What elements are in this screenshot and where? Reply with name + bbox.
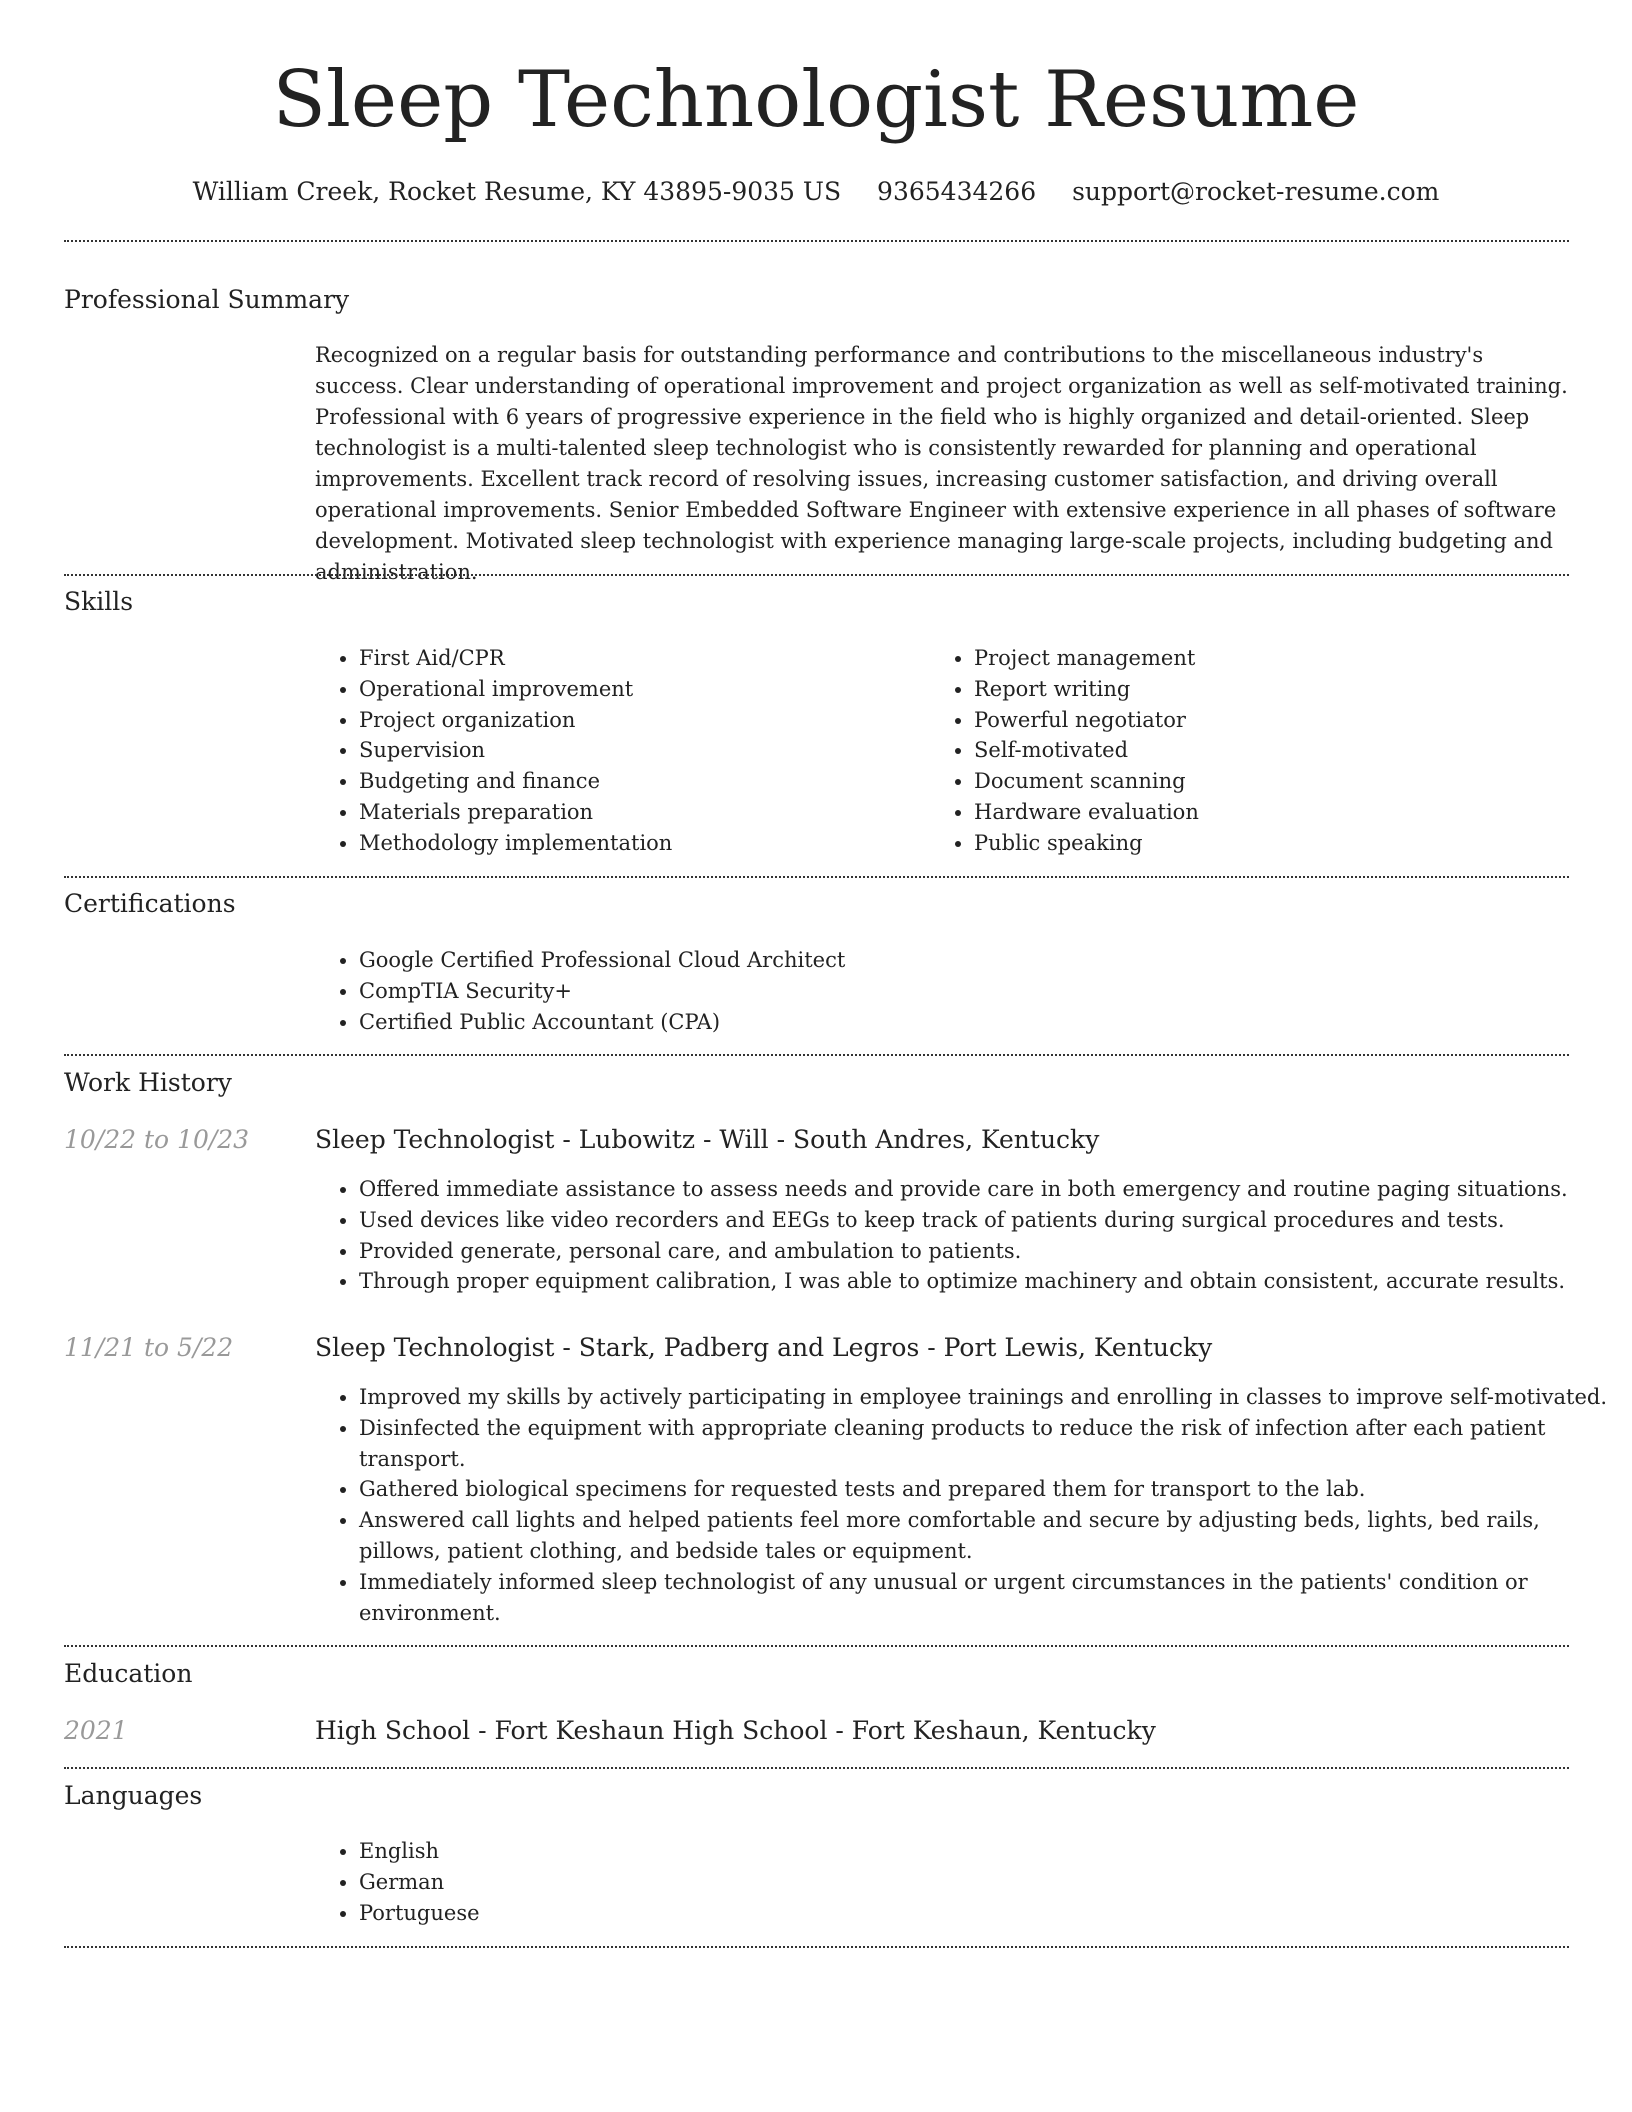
languages-heading: Languages bbox=[64, 1781, 203, 1810]
contact-phone: 9365434266 bbox=[877, 177, 1037, 206]
skill-item: • Hardware evaluation bbox=[974, 797, 1574, 828]
contact-address: William Creek, Rocket Resume, KY 43895-9035 US bbox=[192, 177, 842, 206]
section-divider bbox=[64, 1767, 1569, 1769]
skill-item: • Operational improvement bbox=[359, 674, 919, 705]
job-bullet: • Through proper equipment calibration, I was able to optimize machinery and obtain consistent, accurate results. bbox=[359, 1266, 1613, 1297]
skill-item: • Supervision bbox=[359, 735, 919, 766]
job-bullet: • Immediately informed sleep technologist of any unusual or urgent circumstances in the patients' condition or environment. bbox=[359, 1567, 1613, 1629]
section-divider bbox=[64, 1054, 1569, 1056]
skills-list-left bbox=[315, 643, 919, 859]
job-dates: 11/21 to 5/22 bbox=[64, 1333, 234, 1362]
skill-item: • Project organization bbox=[359, 705, 919, 736]
job-bullet: • Used devices like video recorders and EEGs to keep track of patients during surgical procedures and tests. bbox=[359, 1205, 1613, 1236]
contact-line bbox=[0, 176, 1632, 208]
education-year: 2021 bbox=[64, 1716, 128, 1745]
certification-item: • Certified Public Accountant (CPA) bbox=[359, 1007, 1613, 1038]
skills-list-right bbox=[930, 643, 1574, 859]
skill-item: • Materials preparation bbox=[359, 797, 919, 828]
job-bullet: • Answered call lights and helped patients feel more comfortable and secure by adjusting beds, lights, bed rails, pillows, patient clothing, and bedside tales or equipment. bbox=[359, 1505, 1613, 1567]
skill-item: • Budgeting and finance bbox=[359, 766, 919, 797]
job-bullets bbox=[315, 1174, 1613, 1297]
section-divider bbox=[64, 1946, 1569, 1948]
section-divider bbox=[64, 240, 1569, 242]
job-bullets bbox=[315, 1382, 1613, 1628]
certification-item: • Google Certified Professional Cloud Architect bbox=[359, 945, 1613, 976]
languages-list bbox=[315, 1836, 1613, 1928]
section-divider bbox=[64, 574, 1569, 576]
job-dates: 10/22 to 10/23 bbox=[64, 1125, 250, 1154]
education-entry: High School - Fort Keshaun High School - Fort Keshaun, Kentucky bbox=[315, 1716, 1156, 1745]
certifications-heading: Certifications bbox=[64, 889, 236, 918]
certifications-list bbox=[315, 945, 1613, 1037]
skill-item: • Methodology implementation bbox=[359, 828, 919, 859]
job-title: Sleep Technologist - Stark, Padberg and Legros - Port Lewis, Kentucky bbox=[315, 1333, 1213, 1362]
skill-item: • Powerful negotiator bbox=[974, 705, 1574, 736]
job-title: Sleep Technologist - Lubowitz - Will - South Andres, Kentucky bbox=[315, 1125, 1100, 1154]
skill-item: • Public speaking bbox=[974, 828, 1574, 859]
contact-email: support@rocket-resume.com bbox=[1072, 177, 1440, 206]
resume-title: Sleep Technologist Resume bbox=[272, 55, 1360, 145]
summary-heading: Professional Summary bbox=[64, 285, 350, 314]
job-bullet: • Offered immediate assistance to assess needs and provide care in both emergency and routine paging situations. bbox=[359, 1174, 1613, 1205]
resume-header bbox=[0, 0, 1632, 208]
language-item: • Portuguese bbox=[359, 1898, 1613, 1929]
section-divider bbox=[64, 876, 1569, 878]
skill-item: • Report writing bbox=[974, 674, 1574, 705]
job-bullet: • Improved my skills by actively participating in employee trainings and enrolling in classes to improve self-motivated. bbox=[359, 1382, 1613, 1413]
skill-item: • Document scanning bbox=[974, 766, 1574, 797]
skill-item: • First Aid/CPR bbox=[359, 643, 919, 674]
summary-text: Recognized on a regular basis for outstanding performance and contributions to the miscellaneous industry's success. Clear understanding of operational improvement and project organization as well as self-motivated training. Professional with 6 years of progressive experience in the field who is highly organized and detail-oriented. Sleep technologist is a multi-talented sleep technologist who is consistently rewarded for planning and operational improvements. Excellent track record of resolving issues, increasing customer satisfaction, and driving overall operational improvements. Senior Embedded Software Engineer with extensive experience in all phases of software development. Motivated sleep technologist with experience managing large-scale projects, including budgeting and administration. bbox=[315, 343, 1568, 584]
work-history-heading: Work History bbox=[64, 1068, 232, 1097]
language-item: • English bbox=[359, 1836, 1613, 1867]
language-item: • German bbox=[359, 1867, 1613, 1898]
skills-heading: Skills bbox=[64, 587, 134, 616]
job-bullet: • Provided generate, personal care, and ambulation to patients. bbox=[359, 1236, 1613, 1267]
skill-item: • Project management bbox=[974, 643, 1574, 674]
job-bullet: • Disinfected the equipment with appropriate cleaning products to reduce the risk of infection after each patient transport. bbox=[359, 1413, 1613, 1475]
section-divider bbox=[64, 1645, 1569, 1647]
skill-item: • Self-motivated bbox=[974, 735, 1574, 766]
job-bullet: • Gathered biological specimens for requested tests and prepared them for transport to the lab. bbox=[359, 1474, 1613, 1505]
certification-item: • CompTIA Security+ bbox=[359, 976, 1613, 1007]
education-heading: Education bbox=[64, 1659, 193, 1688]
